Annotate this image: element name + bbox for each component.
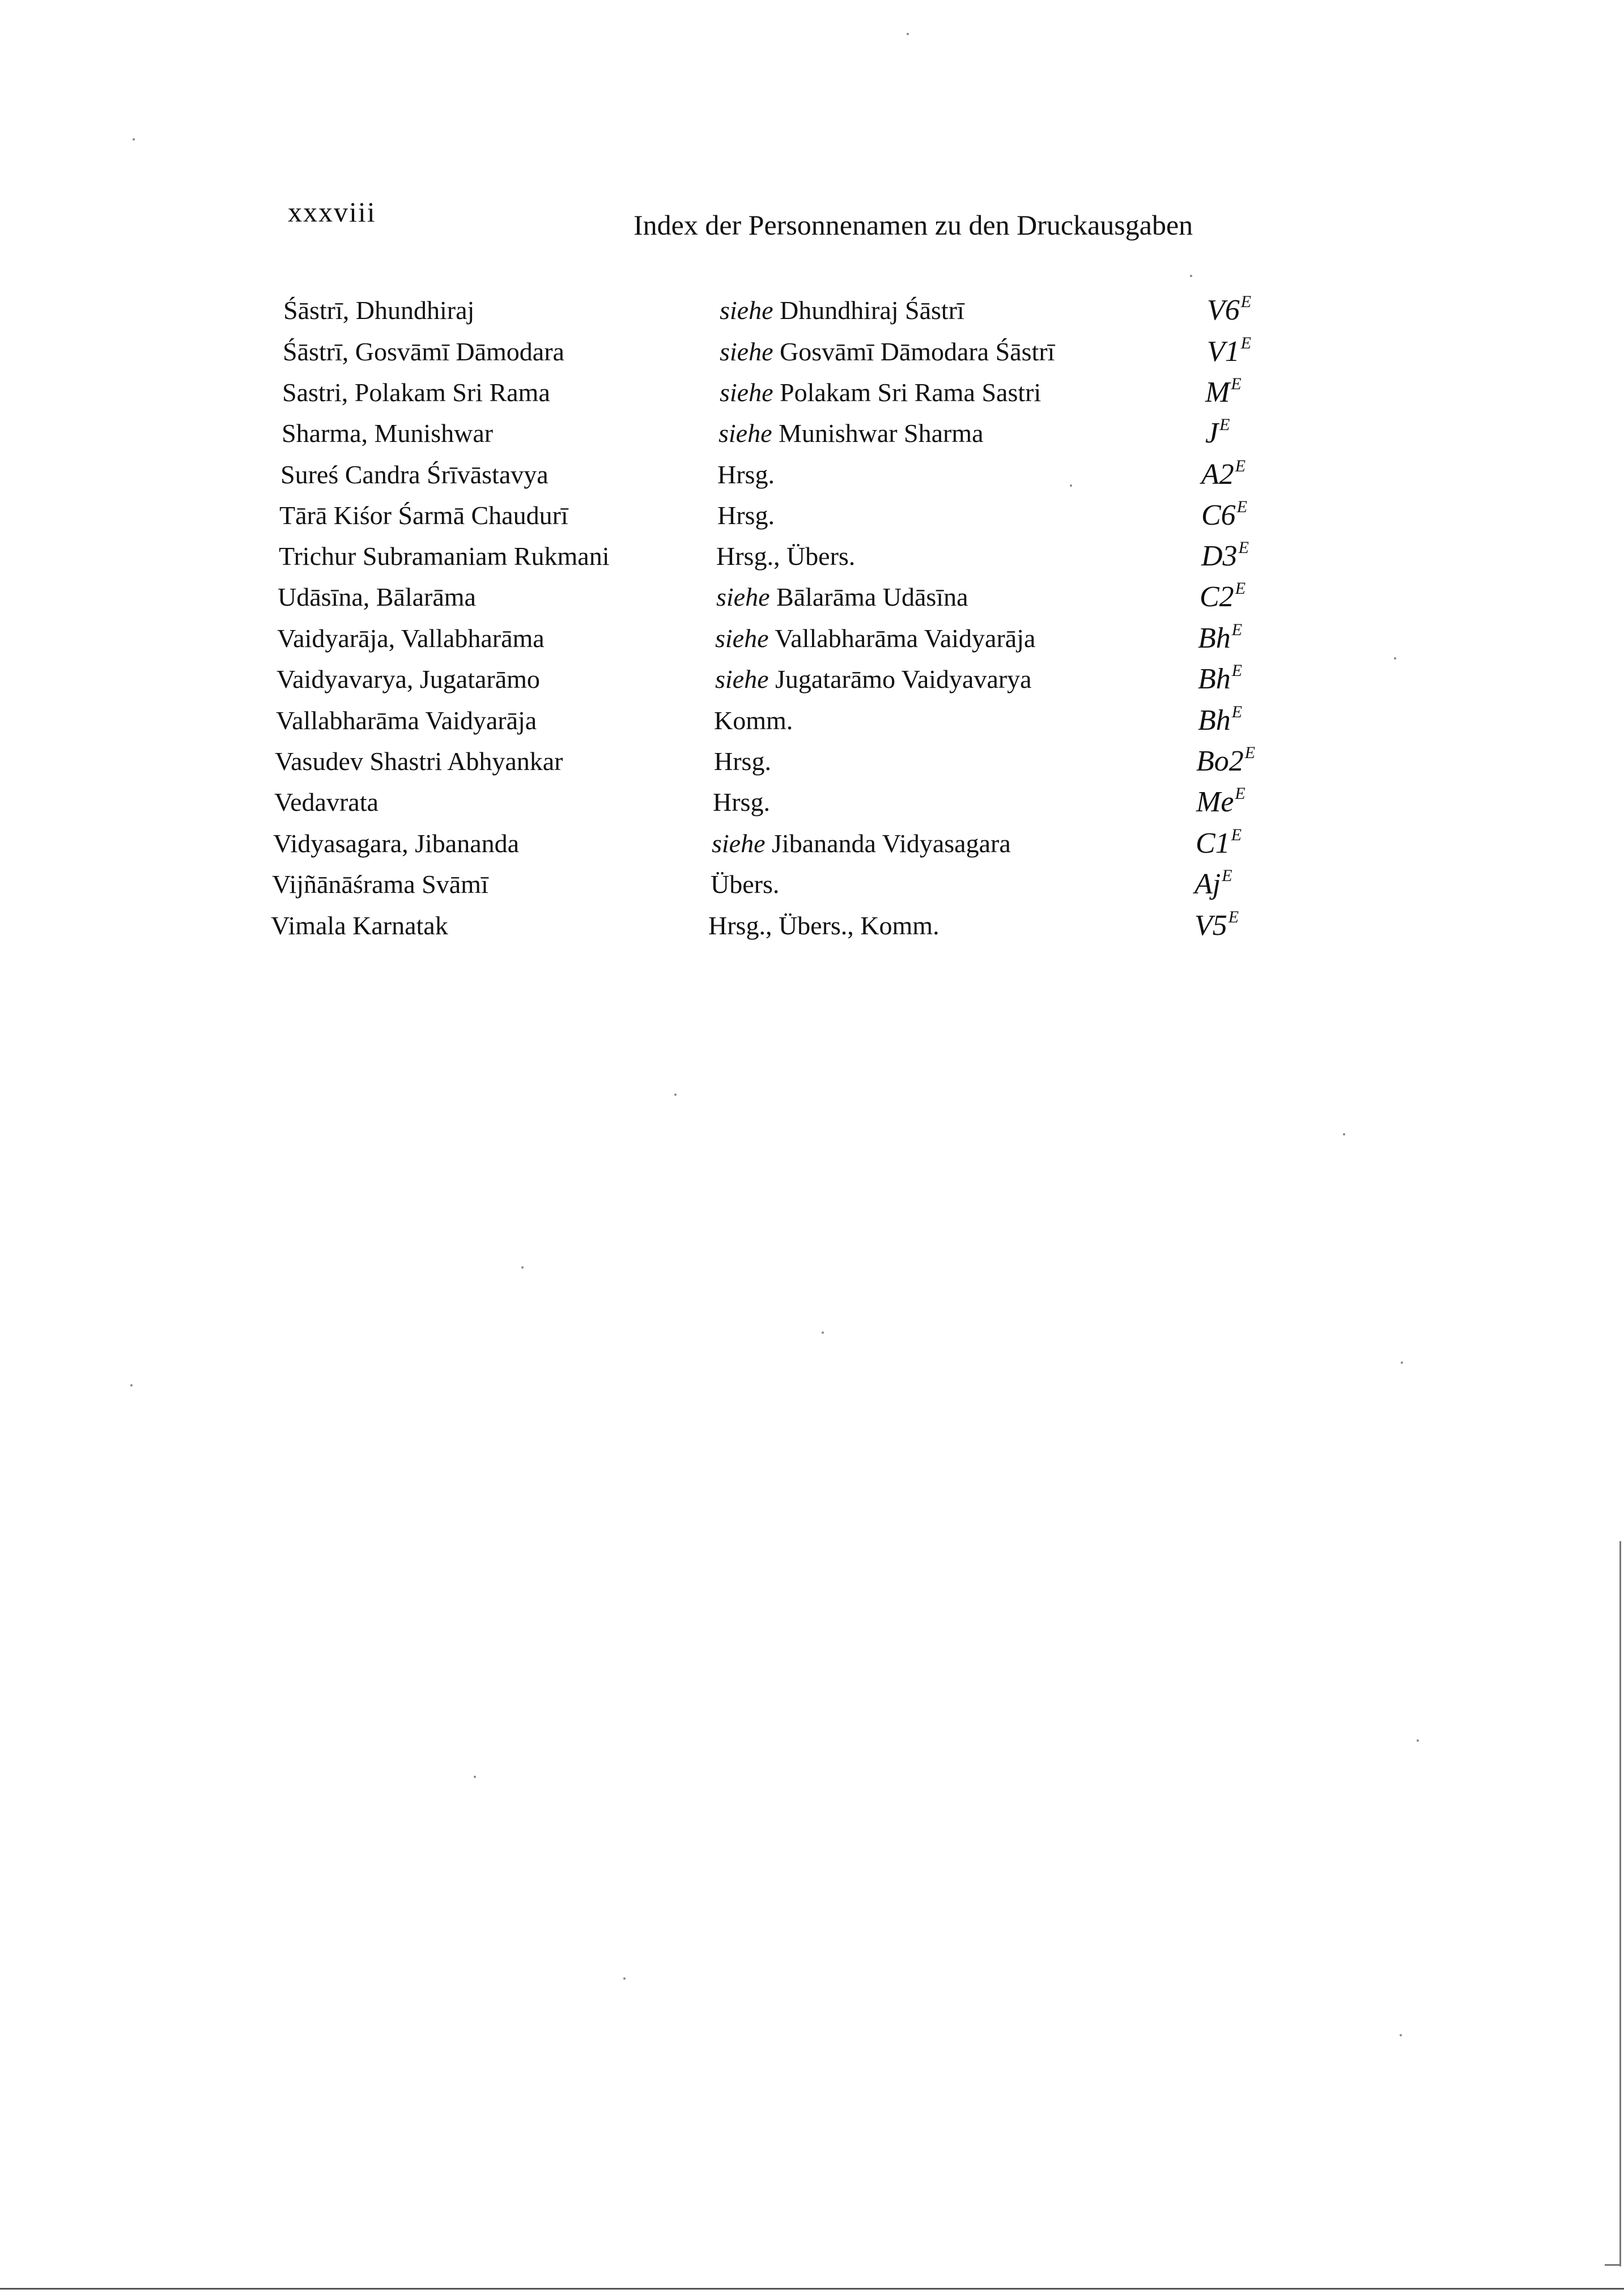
edition-superscript: E [1240,334,1252,352]
edition-ref [1200,580,1245,614]
edition-ref [1201,499,1247,533]
entry-role [716,539,855,573]
entry-role [712,827,1011,861]
edition-superscript: E [1222,866,1232,885]
index-row [0,335,1624,369]
scan-speck [907,33,909,35]
entry-role-text: Jibananda Vidyasagara [772,829,1011,858]
index-row [0,499,1624,533]
edition-siglum: Bh [1198,704,1231,737]
edition-ref [1201,458,1245,492]
entry-role [714,745,771,778]
see-reference-prefix: siehe [716,582,770,611]
entry-role-text: Jugatarāmo Vaidyavarya [775,665,1032,694]
edition-superscript: E [1231,703,1243,721]
edition-ref [1196,827,1242,861]
entry-role-text: Hrsg. [714,747,771,776]
running-title: Index der Personnenamen zu den Druckausgaben [634,209,1193,241]
entry-name: Udāsīna, Bālarāma [278,582,476,611]
entry-role-text: Komm. [714,706,793,735]
edition-ref [1194,867,1232,901]
entry-role-text: Hrsg., Übers. [716,542,856,571]
scan-edge-line [1605,2264,1621,2266]
entry-name: Sureś Candra Śrīvāstavya [280,460,549,489]
entry-name: Trichur Subramaniam Rukmani [279,542,610,571]
see-reference-prefix: siehe [715,665,769,694]
see-reference-prefix: siehe [719,419,772,448]
entry-name: Vidyasagara, Jibananda [273,829,520,858]
see-reference-prefix: siehe [715,624,769,653]
entry-role [713,785,770,819]
edition-superscript: E [1236,497,1248,516]
scan-speck [1190,275,1192,277]
entry-name: Sastri, Polakam Sri Rama [282,378,550,407]
edition-superscript: E [1228,908,1239,926]
entry-name: Vasudev Shastri Abhyankar [275,747,563,776]
see-reference-prefix: siehe [720,337,773,366]
edition-superscript: E [1235,579,1246,598]
entry-name: Tārā Kiśor Śarmā Chaudurī [279,501,568,530]
entry-role-text: Dhundhiraj Śāstrī [780,296,964,325]
entry-name: Vedavrata [274,788,379,816]
edition-siglum: Aj [1194,868,1221,900]
edition-superscript: E [1231,661,1243,680]
entry-name: Vimala Karnatak [271,911,448,940]
scan-speck [1343,1133,1345,1135]
index-row [0,622,1624,656]
scan-edge-line [1619,1541,1621,2266]
index-row [0,458,1624,492]
edition-superscript: E [1244,743,1256,762]
entry-role-text: Hrsg., Übers., Komm. [708,911,939,940]
edition-superscript: E [1231,826,1242,844]
edition-superscript: E [1235,457,1246,475]
page-number: xxxviii [288,196,376,228]
entry-role [717,499,775,533]
index-row [0,416,1624,450]
entry-role [719,416,984,450]
entry-role-text: Hrsg. [717,460,775,489]
entry-name: Śāstrī, Gosvāmī Dāmodara [283,337,564,366]
entry-role [720,293,964,327]
edition-ref [1205,416,1230,450]
edition-siglum: V5 [1194,909,1227,942]
see-reference-prefix: siehe [720,296,773,325]
entry-role-text: Gosvāmī Dāmodara Śāstrī [780,337,1055,366]
edition-ref [1201,539,1249,573]
index-row [0,867,1624,901]
index-row [0,704,1624,738]
edition-ref [1205,376,1242,410]
edition-siglum: C1 [1196,827,1230,860]
entry-name: Vaidyarāja, Vallabharāma [277,624,545,653]
edition-superscript: E [1235,784,1245,803]
edition-ref [1207,293,1251,327]
scan-speck [474,1776,476,1778]
scan-speck [623,1977,626,1980]
edition-ref [1198,662,1242,696]
entry-name: Śāstrī, Dhundhiraj [283,296,475,325]
edition-siglum: Bo2 [1196,745,1244,777]
entry-name: Vallabharāma Vaidyarāja [276,706,537,735]
scan-speck [1394,657,1396,660]
entry-role [714,704,793,738]
entry-name: Sharma, Munishwar [282,419,494,448]
entry-role [708,909,939,943]
see-reference-prefix: siehe [712,829,766,858]
entry-role [711,867,779,901]
entry-role-text: Munishwar Sharma [779,419,984,448]
entry-name: Vaidyavarya, Jugatarāmo [277,665,540,694]
edition-superscript: E [1240,292,1252,311]
scan-bottom-edge [0,2288,1624,2290]
edition-ref [1194,909,1239,943]
index-row [0,662,1624,696]
index-row [0,827,1624,861]
entry-role-text: Polakam Sri Rama Sastri [780,378,1041,407]
entry-name: Vijñānāśrama Svāmī [272,870,488,899]
edition-siglum: Bh [1198,663,1231,695]
edition-siglum: M [1205,376,1230,409]
edition-siglum: V1 [1207,335,1240,368]
edition-siglum: C6 [1201,499,1236,531]
index-row [0,745,1624,778]
see-reference-prefix: siehe [720,378,773,407]
edition-superscript: E [1238,538,1249,557]
edition-siglum: V6 [1207,294,1240,326]
edition-siglum: C2 [1200,581,1234,613]
edition-ref [1196,785,1245,819]
edition-superscript: E [1219,415,1230,434]
entry-role-text: Hrsg. [717,501,775,530]
scan-speck [822,1331,824,1334]
scan-speck [133,138,135,141]
entry-role-text: Hrsg. [713,788,770,816]
scan-speck [1070,484,1072,487]
index-row [0,785,1624,819]
entry-role-text: Vallabharāma Vaidyarāja [775,624,1036,653]
scan-speck [1417,1739,1419,1742]
scan-speck [674,1094,677,1096]
entry-role-text: Übers. [711,870,780,899]
entry-role [715,662,1032,696]
entry-role [720,376,1041,410]
edition-superscript: E [1231,620,1243,639]
edition-ref [1198,704,1242,738]
edition-siglum: Bh [1198,622,1231,654]
index-row [0,539,1624,573]
entry-role [715,622,1035,656]
entry-role [716,580,968,614]
entry-role [717,458,775,492]
edition-siglum: Me [1196,786,1234,818]
index-row [0,909,1624,943]
entry-role [720,335,1055,369]
edition-ref [1207,335,1251,369]
scan-speck [521,1266,524,1269]
index-row [0,580,1624,614]
edition-ref [1196,745,1255,778]
index-row [0,293,1624,327]
edition-siglum: D3 [1201,540,1238,572]
scan-speck [1401,1362,1403,1364]
index-row [0,376,1624,410]
edition-ref [1198,622,1242,656]
scan-speck [1400,2034,1402,2036]
edition-siglum: J [1205,417,1219,449]
edition-superscript: E [1231,375,1242,393]
entry-role-text: Bālarāma Udāsīna [776,582,968,611]
edition-siglum: A2 [1201,458,1234,491]
scan-speck [130,1384,133,1386]
